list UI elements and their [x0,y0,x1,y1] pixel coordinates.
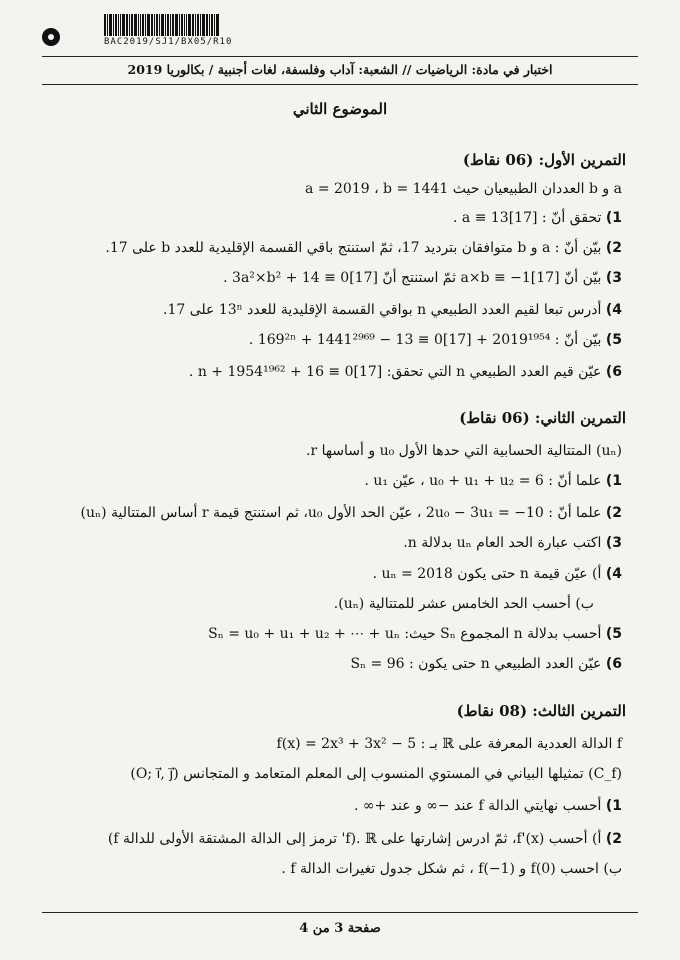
item-text: أدرس تبعا لقيم العدد الطبيعي n بواقي القسمة الإقليدية للعدد 13ⁿ على 17. [163,302,602,318]
item-text: أ) أحسب f'(x)، ثمّ ادرس إشارتها على ℝ .(f' ترمز إلى الدالة المشتقة الأولى للدالة f) [107,831,602,847]
exercise1-item-2 [50,238,622,258]
exercise1-item-1 [50,208,622,228]
header-bottom-rule [42,84,638,85]
exercise2-title: التمرين الثاني: (06 نقاط) [459,409,626,427]
item-number: 4) [605,302,622,318]
exercise3-title: التمرين الثالث: (08 نقاط) [456,702,626,720]
item-number: 5) [605,332,622,348]
exercise2-item-2 [50,503,622,523]
footer-rule [42,912,638,913]
item-number: 2) [605,240,622,256]
item-text: بيّن أنّ : 2019¹⁹⁵⁴ + 169²ⁿ + 1441²⁹⁶⁹ − 13 ≡ 0[17] . [248,332,602,348]
exam-code: BAC2019/SJ1/BX05/R10 [104,37,233,47]
item-number: 3) [605,270,622,286]
page-number: صفحة 3 من 4 [299,921,381,936]
item-text: عيّن قيم العدد الطبيعي n التي تحقق: n + 1954¹⁹⁶² + 16 ≡ 0[17] . [188,364,602,380]
item-text: علما أنّ : u₀ + u₁ + u₂ = 6 ، عيّن u₁ . [364,473,602,489]
exercise2-item-4b [50,594,594,614]
item-number: 2) [605,505,622,521]
item-text: أحسب بدلالة n المجموع Sₙ حيث: Sₙ = u₀ + u₁ + u₂ + ⋯ + uₙ [208,626,602,642]
exercise2-item-6 [50,654,622,674]
item-number: 6) [605,656,622,672]
item-text: تحقق أنّ : a ≡ 13[17] . [453,210,602,226]
exercise3-intro-function: f الدالة العددية المعرفة على ℝ بـ : f(x) = 2x³ + 3x² − 5 [276,736,622,752]
item-text: بيّن أنّ : a و b متوافقان بترديد 17، ثمّ استنتج باقي القسمة الإقليدية للعدد b على 17. [105,240,602,256]
exercise3-intro-curve: (C_f) تمثيلها البياني في المستوي المنسوب إلى المعلم المتعامد و المتجانس (O; i⃗, j⃗) [130,766,622,782]
subject-title: الموضوع الثاني [292,100,388,118]
header-bullet-mark [42,28,60,46]
item-number: 1) [605,210,622,226]
exam-header-line: اختبار في مادة: الرياضيات // الشعبة: آداب وفلسفة، لغات أجنبية / بكالوريا 2019 [127,62,553,77]
item-text: ب) أحسب الحد الخامس عشر للمتتالية (uₙ). [333,596,594,612]
item-text: علما أنّ : 2u₀ − 3u₁ = −10 ، عيّن الحد الأول u₀، ثم استنتج قيمة r أساس المتتالية (uₙ) [80,505,602,521]
exercise2-item-1 [50,471,622,491]
exercise3-item-2b [50,859,622,879]
exercise1-item-3 [50,268,622,288]
exercise3-item-2a [50,829,622,849]
exercise2-intro: (uₙ) المتتالية الحسابية التي حدها الأول u₀ و أساسها r. [305,443,622,459]
item-number: 3) [605,535,622,551]
item-text: بيّن أنّ a×b ≡ −1[17] ثمّ استنتج أنّ 3a²×b² + 14 ≡ 0[17] . [223,270,602,286]
item-text: اكتب عبارة الحد العام uₙ بدلالة n. [403,535,602,551]
header-top-rule [42,56,638,57]
item-number: 1) [605,473,622,489]
exercise1-item-6 [50,362,622,382]
exercise2-item-4a [50,564,622,584]
exercise2-item-3 [50,533,622,553]
barcode-image [104,14,256,36]
exercise3-item-1 [50,796,622,816]
item-text: ب) احسب f(0) و f(−1) ، ثم شكل جدول تغيرات الدالة f . [281,861,622,877]
exercise2-item-5 [50,624,622,644]
item-number: 6) [605,364,622,380]
item-text: أحسب نهايتي الدالة f عند −∞ و عند +∞ . [353,798,602,814]
item-text: أ) عيّن قيمة n حتى يكون uₙ = 2018 . [372,566,602,582]
item-text: عيّن العدد الطبيعي n حتى يكون : Sₙ = 96 [350,656,602,672]
item-number: 2) [605,831,622,847]
exercise1-item-4 [50,300,622,320]
item-number: 5) [605,626,622,642]
exercise1-intro: a و b العددان الطبيعيان حيث a = 2019 ، b = 1441 [305,181,622,197]
item-number: 1) [605,798,622,814]
item-number: 4) [605,566,622,582]
exercise1-item-5 [50,330,622,350]
exercise1-title: التمرين الأول: (06 نقاط) [462,151,626,169]
